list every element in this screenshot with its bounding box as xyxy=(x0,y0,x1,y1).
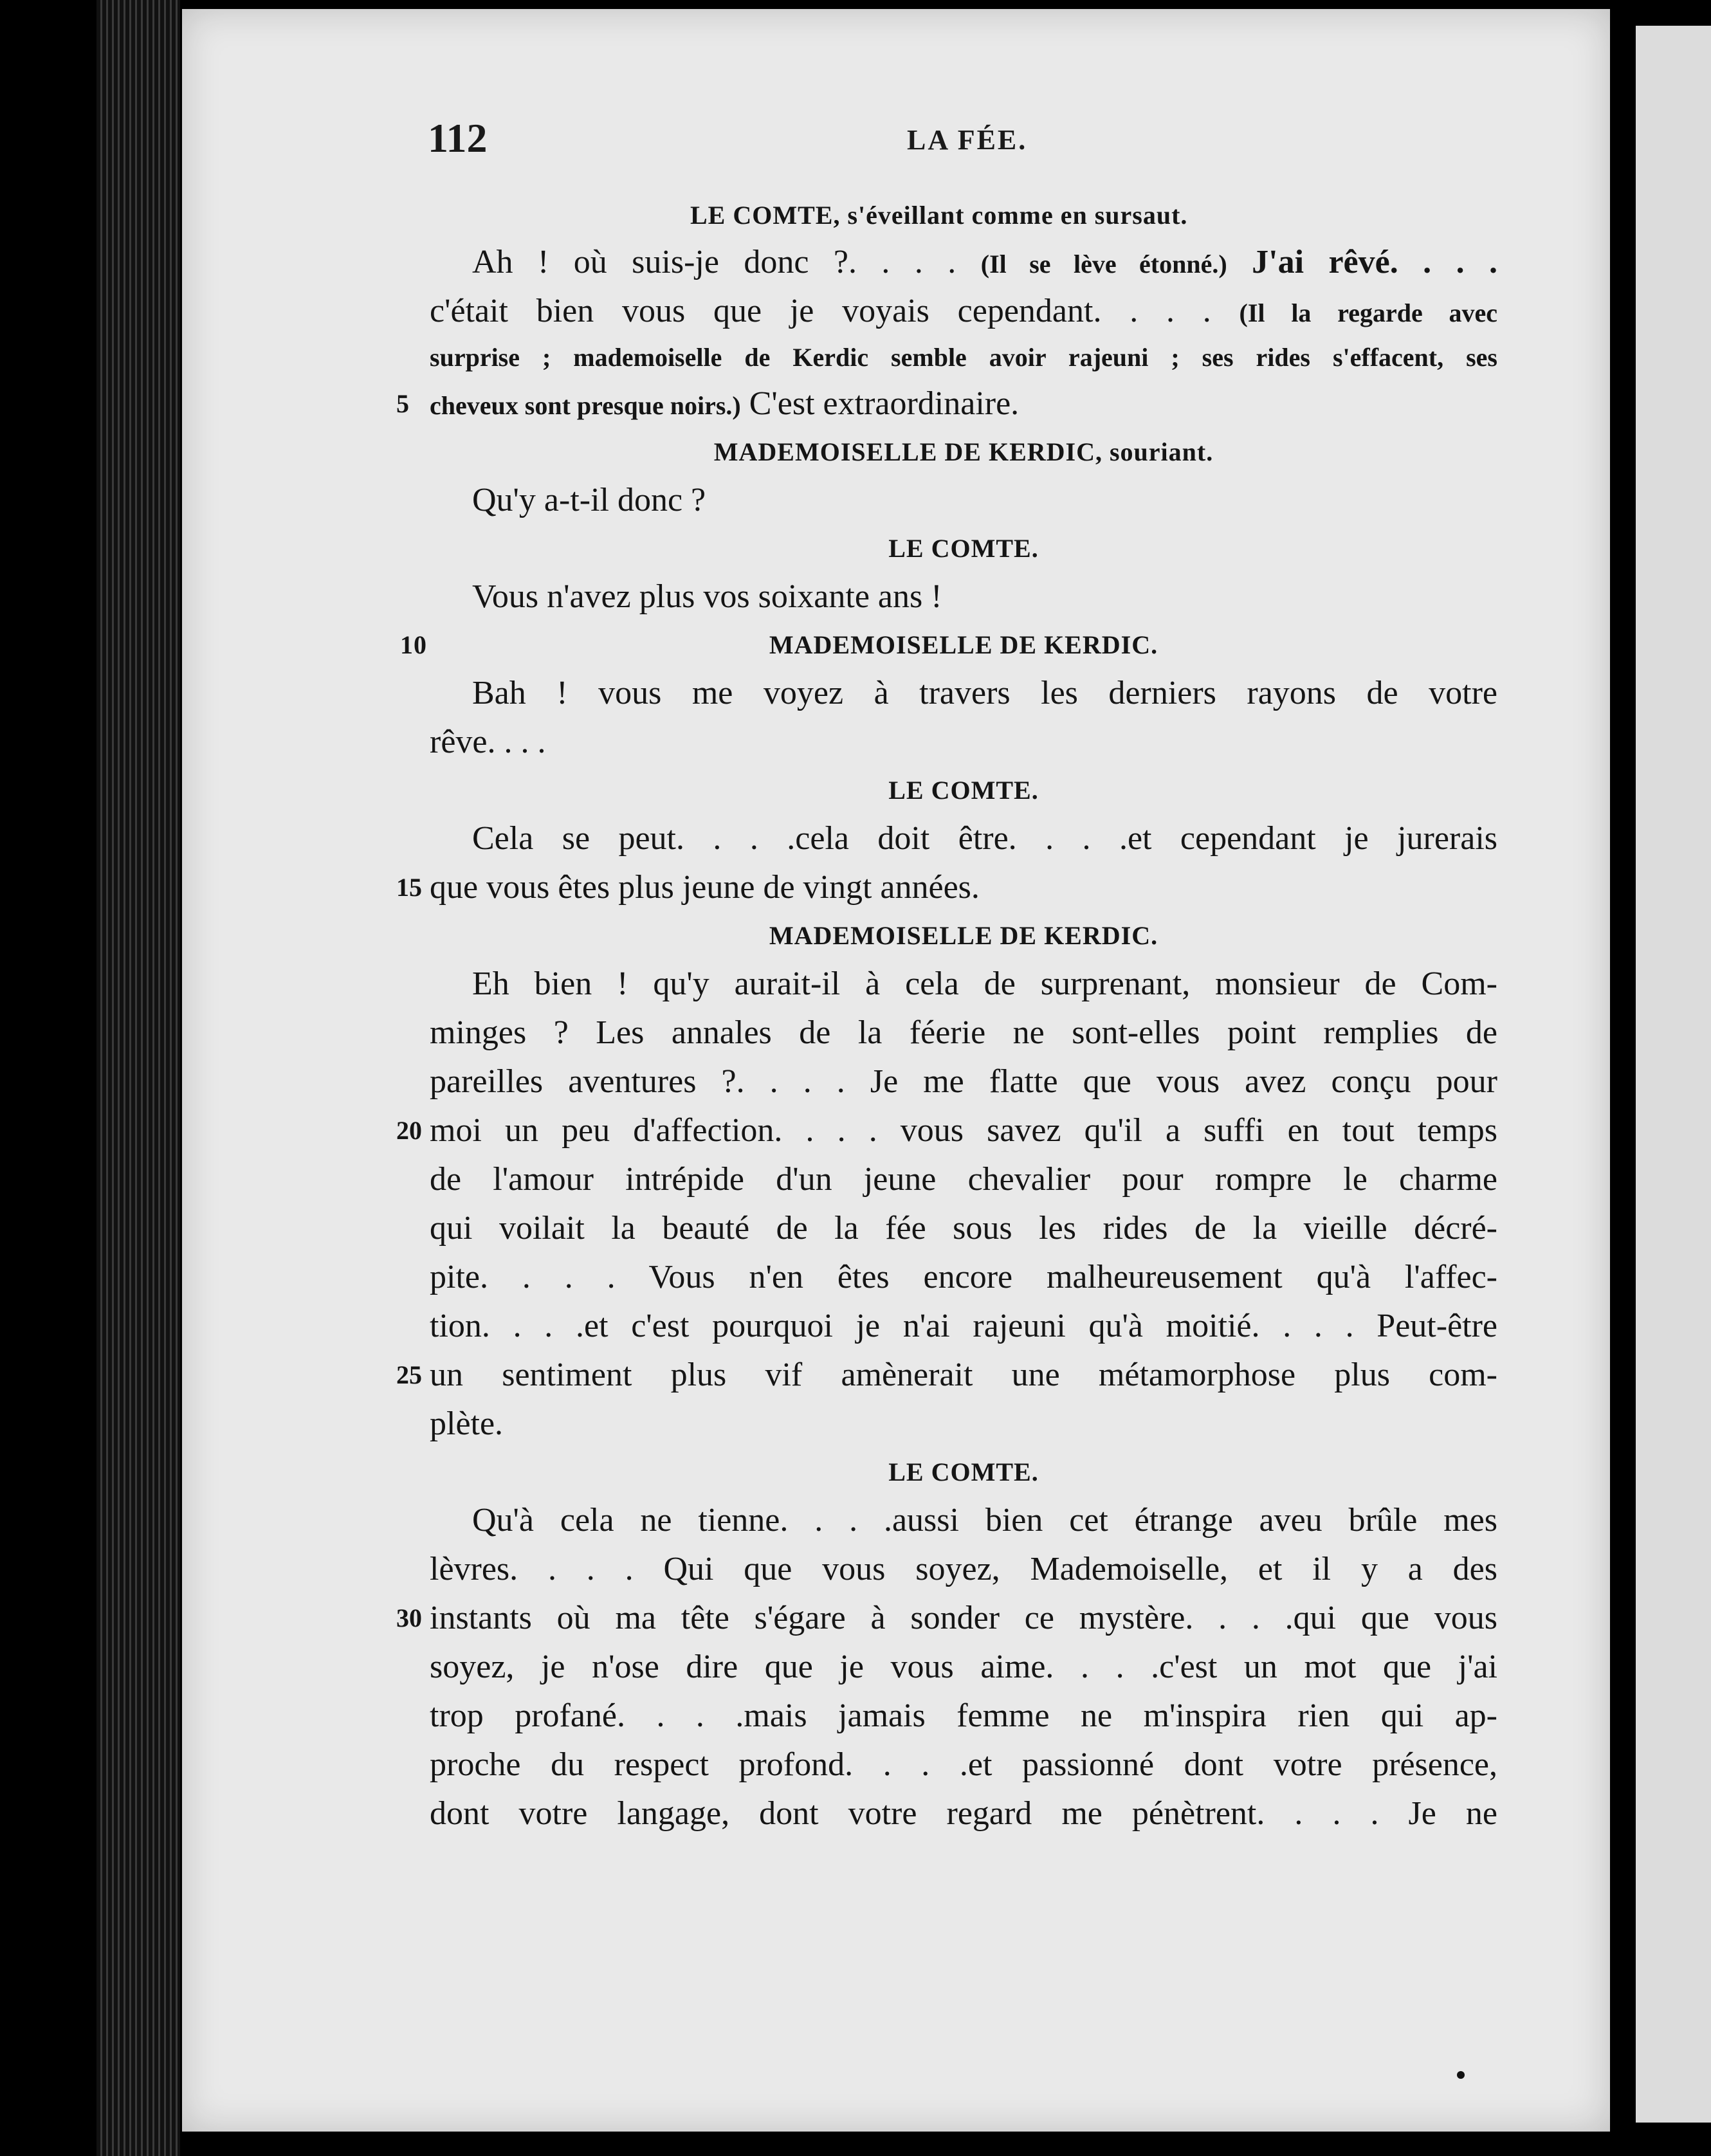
stage-direction: (Il la regarde avec xyxy=(1239,298,1498,327)
page-number: 112 xyxy=(428,115,488,161)
text-line xyxy=(430,1009,1497,1057)
line-text: proche du respect profond. . . .et passionné dont votre présence, xyxy=(430,1746,1497,1783)
line-text: plète. xyxy=(430,1405,504,1442)
speaker-text: MADEMOISELLE DE KERDIC. xyxy=(769,630,1158,659)
text-line xyxy=(396,379,1497,428)
text-line xyxy=(430,336,1497,379)
text-line xyxy=(430,960,1497,1009)
speaker-text: LE COMTE. xyxy=(888,776,1039,805)
text-line xyxy=(430,814,1497,863)
running-title: LA FÉE. xyxy=(907,124,1028,156)
text-line xyxy=(430,1057,1497,1106)
text-line xyxy=(430,1789,1497,1838)
line-text: pite. . . . Vous n'en êtes encore malheureusement qu'à l'affec- xyxy=(430,1259,1497,1295)
text-line xyxy=(430,1400,1497,1448)
line-text: un sentiment plus vif amènerait une métamorphose plus com- xyxy=(430,1357,1497,1393)
text-line xyxy=(430,476,1497,525)
line-text: rêve. . . . xyxy=(430,724,546,760)
text-line xyxy=(430,287,1497,336)
line-text: c'était bien vous que je voyais cependant. . . . xyxy=(430,293,1211,329)
gutter xyxy=(1610,0,1629,2156)
ink-speck xyxy=(1457,2071,1465,2079)
text-line xyxy=(430,1253,1497,1302)
line-text: Qu'à cela ne tienne. . . .aussi bien cet étrange aveu brûle mes xyxy=(472,1502,1497,1539)
line-text: Cela se peut. . . .cela doit être. . . .et cependant je jurerais xyxy=(472,820,1497,857)
line-text: soyez, je n'ose dire que je vous aime. . . .c'est un mot que j'ai xyxy=(430,1649,1497,1685)
line-text: Ah ! où suis-je donc ?. . . . xyxy=(472,244,956,280)
line-number: 25 xyxy=(396,1360,422,1389)
text-line xyxy=(396,1106,1497,1155)
text-line xyxy=(430,1545,1497,1594)
speaker-heading xyxy=(400,621,1497,669)
line-text: pareilles aventures ?. . . . Je me flatte que vous avez conçu pour xyxy=(430,1063,1497,1100)
page-body xyxy=(396,193,1498,1838)
line-text: Eh bien ! qu'y aurait-il à cela de surprenant, monsieur de Com- xyxy=(472,965,1497,1002)
page-stack-edges xyxy=(96,0,180,2156)
line-text: trop profané. . . .mais jamais femme ne m'inspira rien qui ap- xyxy=(430,1697,1497,1734)
line-number: 15 xyxy=(396,873,422,902)
speaker-heading xyxy=(430,193,1497,238)
text-line xyxy=(430,1155,1497,1204)
text-line xyxy=(430,1204,1497,1253)
speaker-heading xyxy=(430,525,1497,572)
stage-direction: surprise ; mademoiselle de Kerdic semble avoir rajeuni ; ses rides s'effacent, ses xyxy=(430,343,1497,372)
line-text: qui voilait la beauté de la fée sous les rides de la vieille décré- xyxy=(430,1210,1497,1247)
line-number: 20 xyxy=(396,1116,422,1145)
line-text: J'ai rêvé. . . . xyxy=(1252,244,1498,280)
line-text: lèvres. . . . Qui que vous soyez, Mademoiselle, et il y a des xyxy=(430,1551,1497,1587)
speaker-text: LE COMTE, s'éveillant comme en sursaut. xyxy=(690,201,1188,230)
next-page-edge xyxy=(1629,26,1711,2123)
text-line xyxy=(430,572,1497,621)
text-line xyxy=(396,863,1497,912)
text-line xyxy=(430,1643,1497,1692)
line-text: de l'amour intrépide d'un jeune chevalier pour rompre le charme xyxy=(430,1161,1497,1198)
text-line xyxy=(430,1496,1497,1545)
speaker-text: LE COMTE. xyxy=(888,534,1039,563)
text-line xyxy=(430,1302,1497,1351)
text-line xyxy=(430,669,1497,718)
line-text: dont votre langage, dont votre regard me pénètrent. . . . Je ne xyxy=(430,1795,1497,1832)
speaker-text: LE COMTE. xyxy=(888,1457,1039,1486)
line-text: instants où ma tête s'égare à sonder ce mystère. . . .qui que vous xyxy=(430,1600,1497,1636)
speaker-text: MADEMOISELLE DE KERDIC. xyxy=(769,921,1158,950)
stage-direction: (Il se lève étonné.) xyxy=(980,250,1227,279)
line-text: moi un peu d'affection. . . . vous savez qu'il a suffi en tout temps xyxy=(430,1112,1497,1149)
page-header xyxy=(428,114,1496,172)
stage-direction: cheveux sont presque noirs.) xyxy=(430,391,741,420)
text-line xyxy=(430,238,1497,287)
line-number: 10 xyxy=(400,630,427,659)
line-text: Bah ! vous me voyez à travers les derniers rayons de votre xyxy=(472,675,1497,711)
line-number: 5 xyxy=(396,389,409,418)
speaker-heading xyxy=(430,767,1497,814)
text-line xyxy=(396,1594,1497,1643)
book-left-edge xyxy=(0,0,180,2156)
text-line xyxy=(430,1740,1497,1789)
line-text: C'est extraordinaire. xyxy=(749,385,1020,422)
speaker-text: MADEMOISELLE DE KERDIC, souriant. xyxy=(713,437,1214,466)
text-line xyxy=(430,1692,1497,1740)
line-text: que vous êtes plus jeune de vingt années. xyxy=(430,869,980,906)
line-text: minges ? Les annales de la féerie ne sont-elles point remplies de xyxy=(430,1014,1497,1051)
text-line xyxy=(430,718,1497,767)
speaker-heading xyxy=(430,1448,1497,1496)
line-text: Qu'y a-t-il donc ? xyxy=(472,482,706,518)
line-number: 30 xyxy=(396,1603,422,1632)
line-text: Vous n'avez plus vos soixante ans ! xyxy=(472,578,942,615)
line-text: tion. . . .et c'est pourquoi je n'ai rajeuni qu'à moitié. . . . Peut-être xyxy=(430,1308,1497,1344)
speaker-heading xyxy=(430,428,1497,476)
text-line xyxy=(396,1351,1497,1400)
speaker-heading xyxy=(430,912,1497,960)
